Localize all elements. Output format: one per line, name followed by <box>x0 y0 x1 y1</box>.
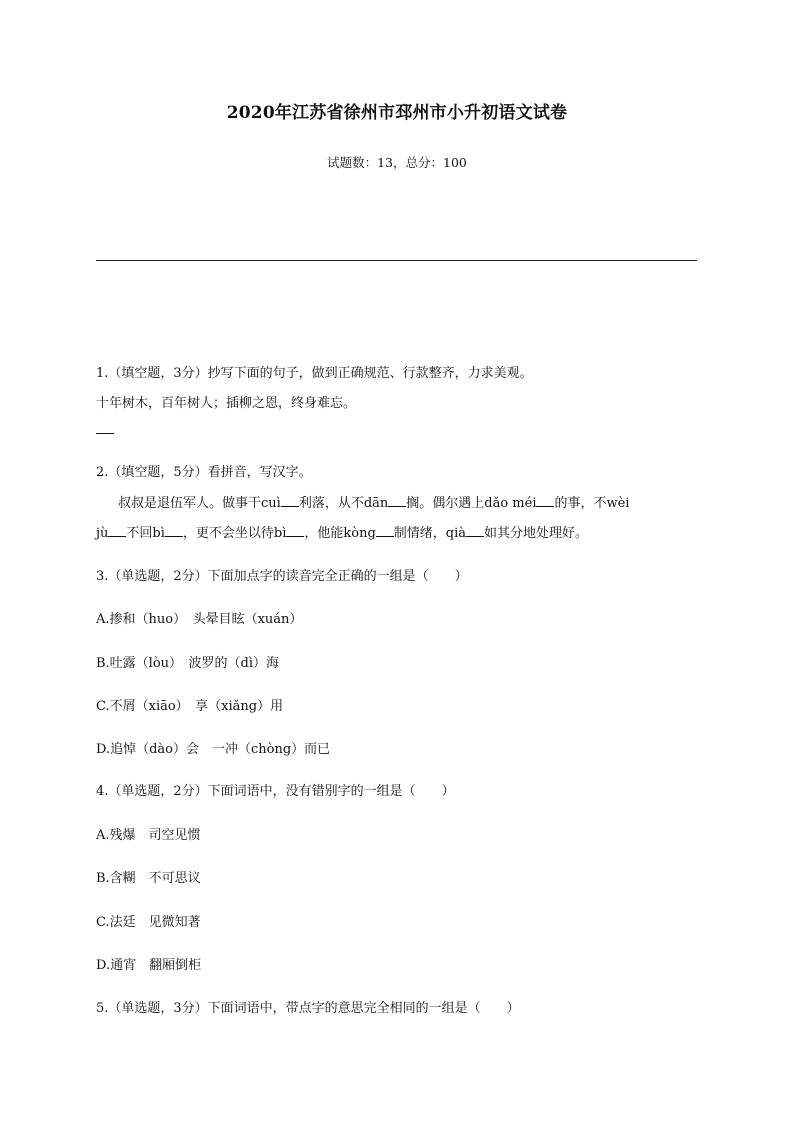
answer-blank[interactable] <box>96 433 114 434</box>
passage-text: 叔叔是退伍军人。做事干cuì <box>118 496 281 511</box>
option-a[interactable]: A.掺和（huo） 头晕目眩（xuán） <box>96 612 303 627</box>
page-title: 2020年江苏省徐州市邳州市小升初语文试卷 <box>226 103 568 123</box>
passage-text: 制情绪，qià <box>393 526 467 541</box>
fill-blank[interactable] <box>281 494 299 507</box>
question-2 <box>96 461 312 480</box>
question-prompt: （单选题，3分）下面词语中，带点字的意思完全相同的一组是（ ） <box>108 1001 520 1016</box>
question-number: 3. <box>96 569 109 584</box>
passage-text: 的事，不wèi <box>554 496 630 511</box>
question-number: 2. <box>96 465 109 480</box>
question-prompt: （填空题，5分）看拼音，写汉字。 <box>108 465 312 480</box>
fill-blank[interactable] <box>388 494 406 507</box>
option-a[interactable]: A.残爆 司空见惯 <box>96 828 201 843</box>
fill-blank[interactable] <box>536 494 554 507</box>
question-2-passage-line-2 <box>96 522 588 541</box>
option-c[interactable]: C.不屑（xiāo） 享（xiǎng）用 <box>96 699 284 714</box>
passage-text: 不回bì <box>126 526 165 541</box>
question-number: 5. <box>96 1001 109 1016</box>
question-prompt: （单选题，2分）下面加点字的读音完全正确的一组是（ ） <box>108 569 468 584</box>
fill-blank[interactable] <box>286 524 304 537</box>
question-3 <box>96 565 468 584</box>
question-5 <box>96 997 520 1016</box>
passage-text: jù <box>96 526 109 541</box>
fill-blank[interactable] <box>165 524 183 537</box>
passage-text: ，更不会坐以待bì <box>182 526 287 541</box>
passage-text: 如其分地处理好。 <box>484 526 589 541</box>
option-b[interactable]: B.吐露（lòu） 波罗的（dì）海 <box>96 656 280 671</box>
passage-text: 利落，从不dān <box>298 496 389 511</box>
question-prompt: （填空题，3分）抄写下面的句子，做到正确规范、行款整齐，力求美观。 <box>108 366 533 381</box>
fill-blank[interactable] <box>108 524 126 537</box>
question-prompt: （单选题，2分）下面词语中，没有错别字的一组是（ ） <box>108 784 455 799</box>
exam-meta: 试题数：13，总分：100 <box>327 155 467 170</box>
option-b[interactable]: B.含糊 不可思议 <box>96 871 201 886</box>
question-number: 1. <box>96 366 109 381</box>
question-4 <box>96 780 455 799</box>
fill-blank[interactable] <box>376 524 394 537</box>
question-1-sentence: 十年树木，百年树人；插柳之恩，终身难忘。 <box>96 396 357 411</box>
question-1 <box>96 362 533 381</box>
header-divider <box>96 260 697 261</box>
question-number: 4. <box>96 784 109 799</box>
passage-text: ，他能kòng <box>304 526 376 541</box>
passage-text: 搁。偶尔遇上dǎo méi <box>406 496 537 511</box>
question-2-passage-line-1 <box>118 492 629 511</box>
option-d[interactable]: D.通宵 翻厢倒柜 <box>96 958 202 973</box>
option-d[interactable]: D.追悼（dào）会 一冲（chòng）而已 <box>96 742 331 757</box>
option-c[interactable]: C.法廷 见微知著 <box>96 915 201 930</box>
fill-blank[interactable] <box>466 524 484 537</box>
